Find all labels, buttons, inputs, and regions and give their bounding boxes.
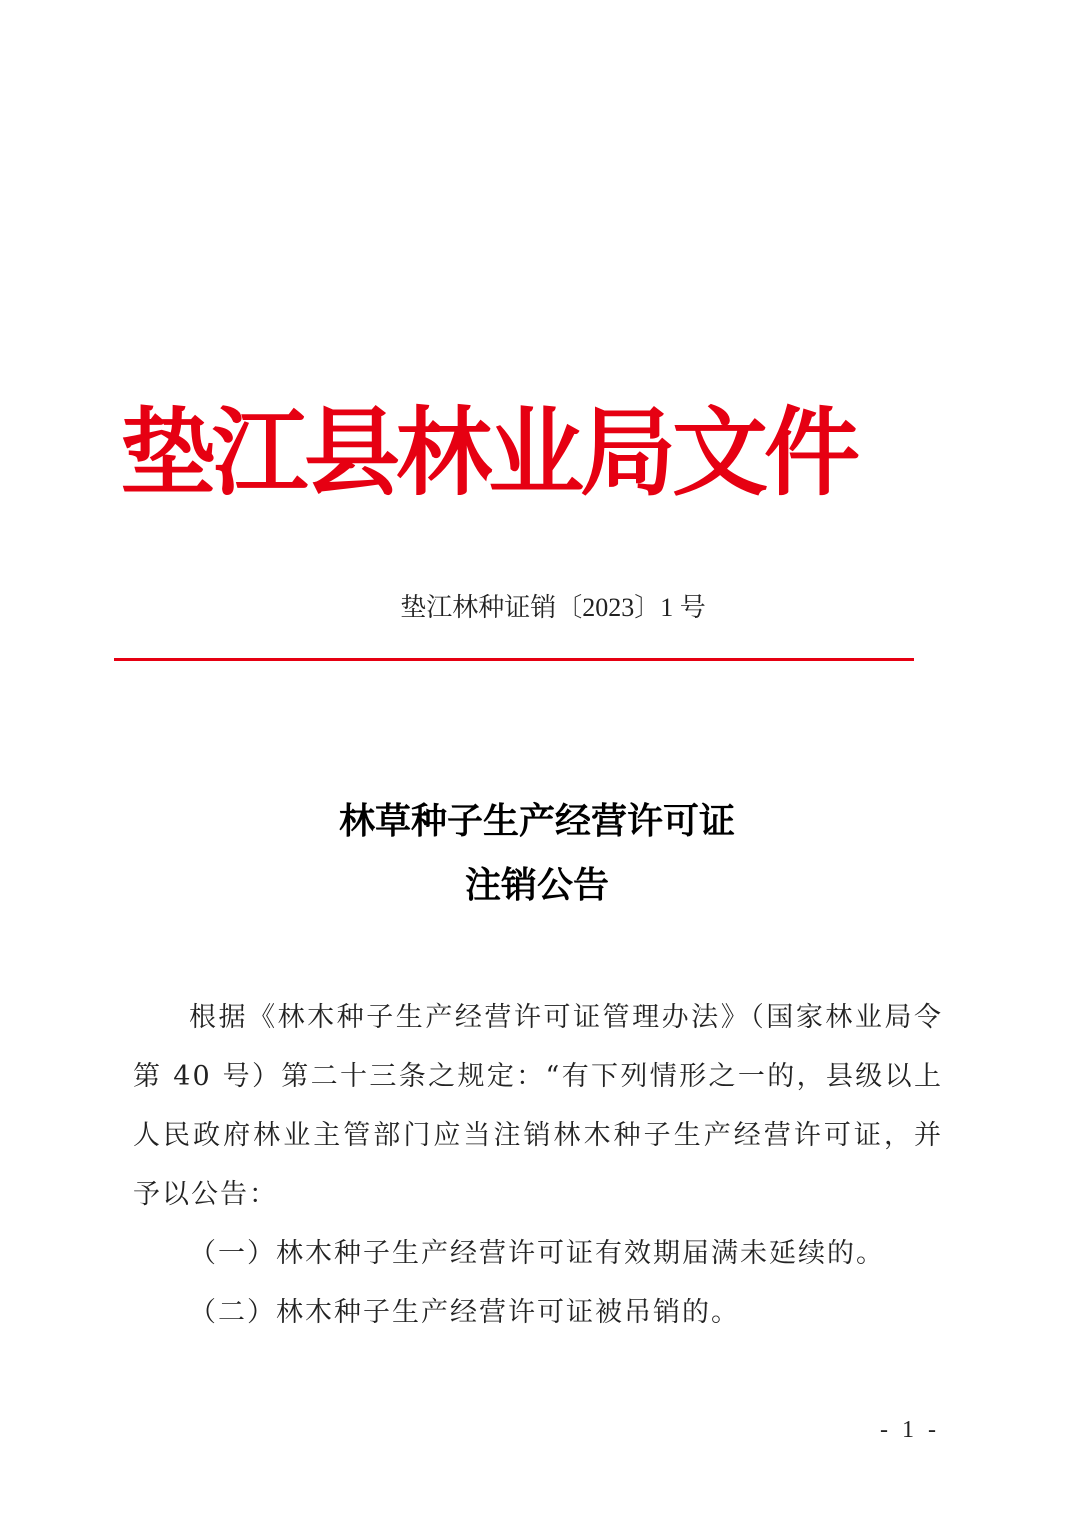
- issuer-title: 垫江县林业局文件: [120, 396, 856, 509]
- body-paragraph: （二）林木种子生产经营许可证被吊销的。: [189, 1297, 740, 1328]
- red-divider: [114, 658, 914, 661]
- body-paragraph: （一）林木种子生产经营许可证有效期届满未延续的。: [189, 1238, 885, 1269]
- document-title-line-2: 注销公告: [464, 865, 609, 906]
- body-text: [133, 988, 943, 1342]
- document-number: 垫江林种证销〔2023〕1 号: [400, 593, 706, 622]
- body-paragraph: 根据《林木种子生产经营许可证管理办法》（国家林业局令第 40 号）第二十三条之规定：“有下列情形之一的，县级以上人民政府林业主管部门应当注销林木种子生产经营许可证，并予以公告：: [133, 1002, 943, 1210]
- document-title-line-1: 林草种子生产经营许可证: [338, 801, 735, 842]
- page-number: - 1 -: [880, 1417, 940, 1443]
